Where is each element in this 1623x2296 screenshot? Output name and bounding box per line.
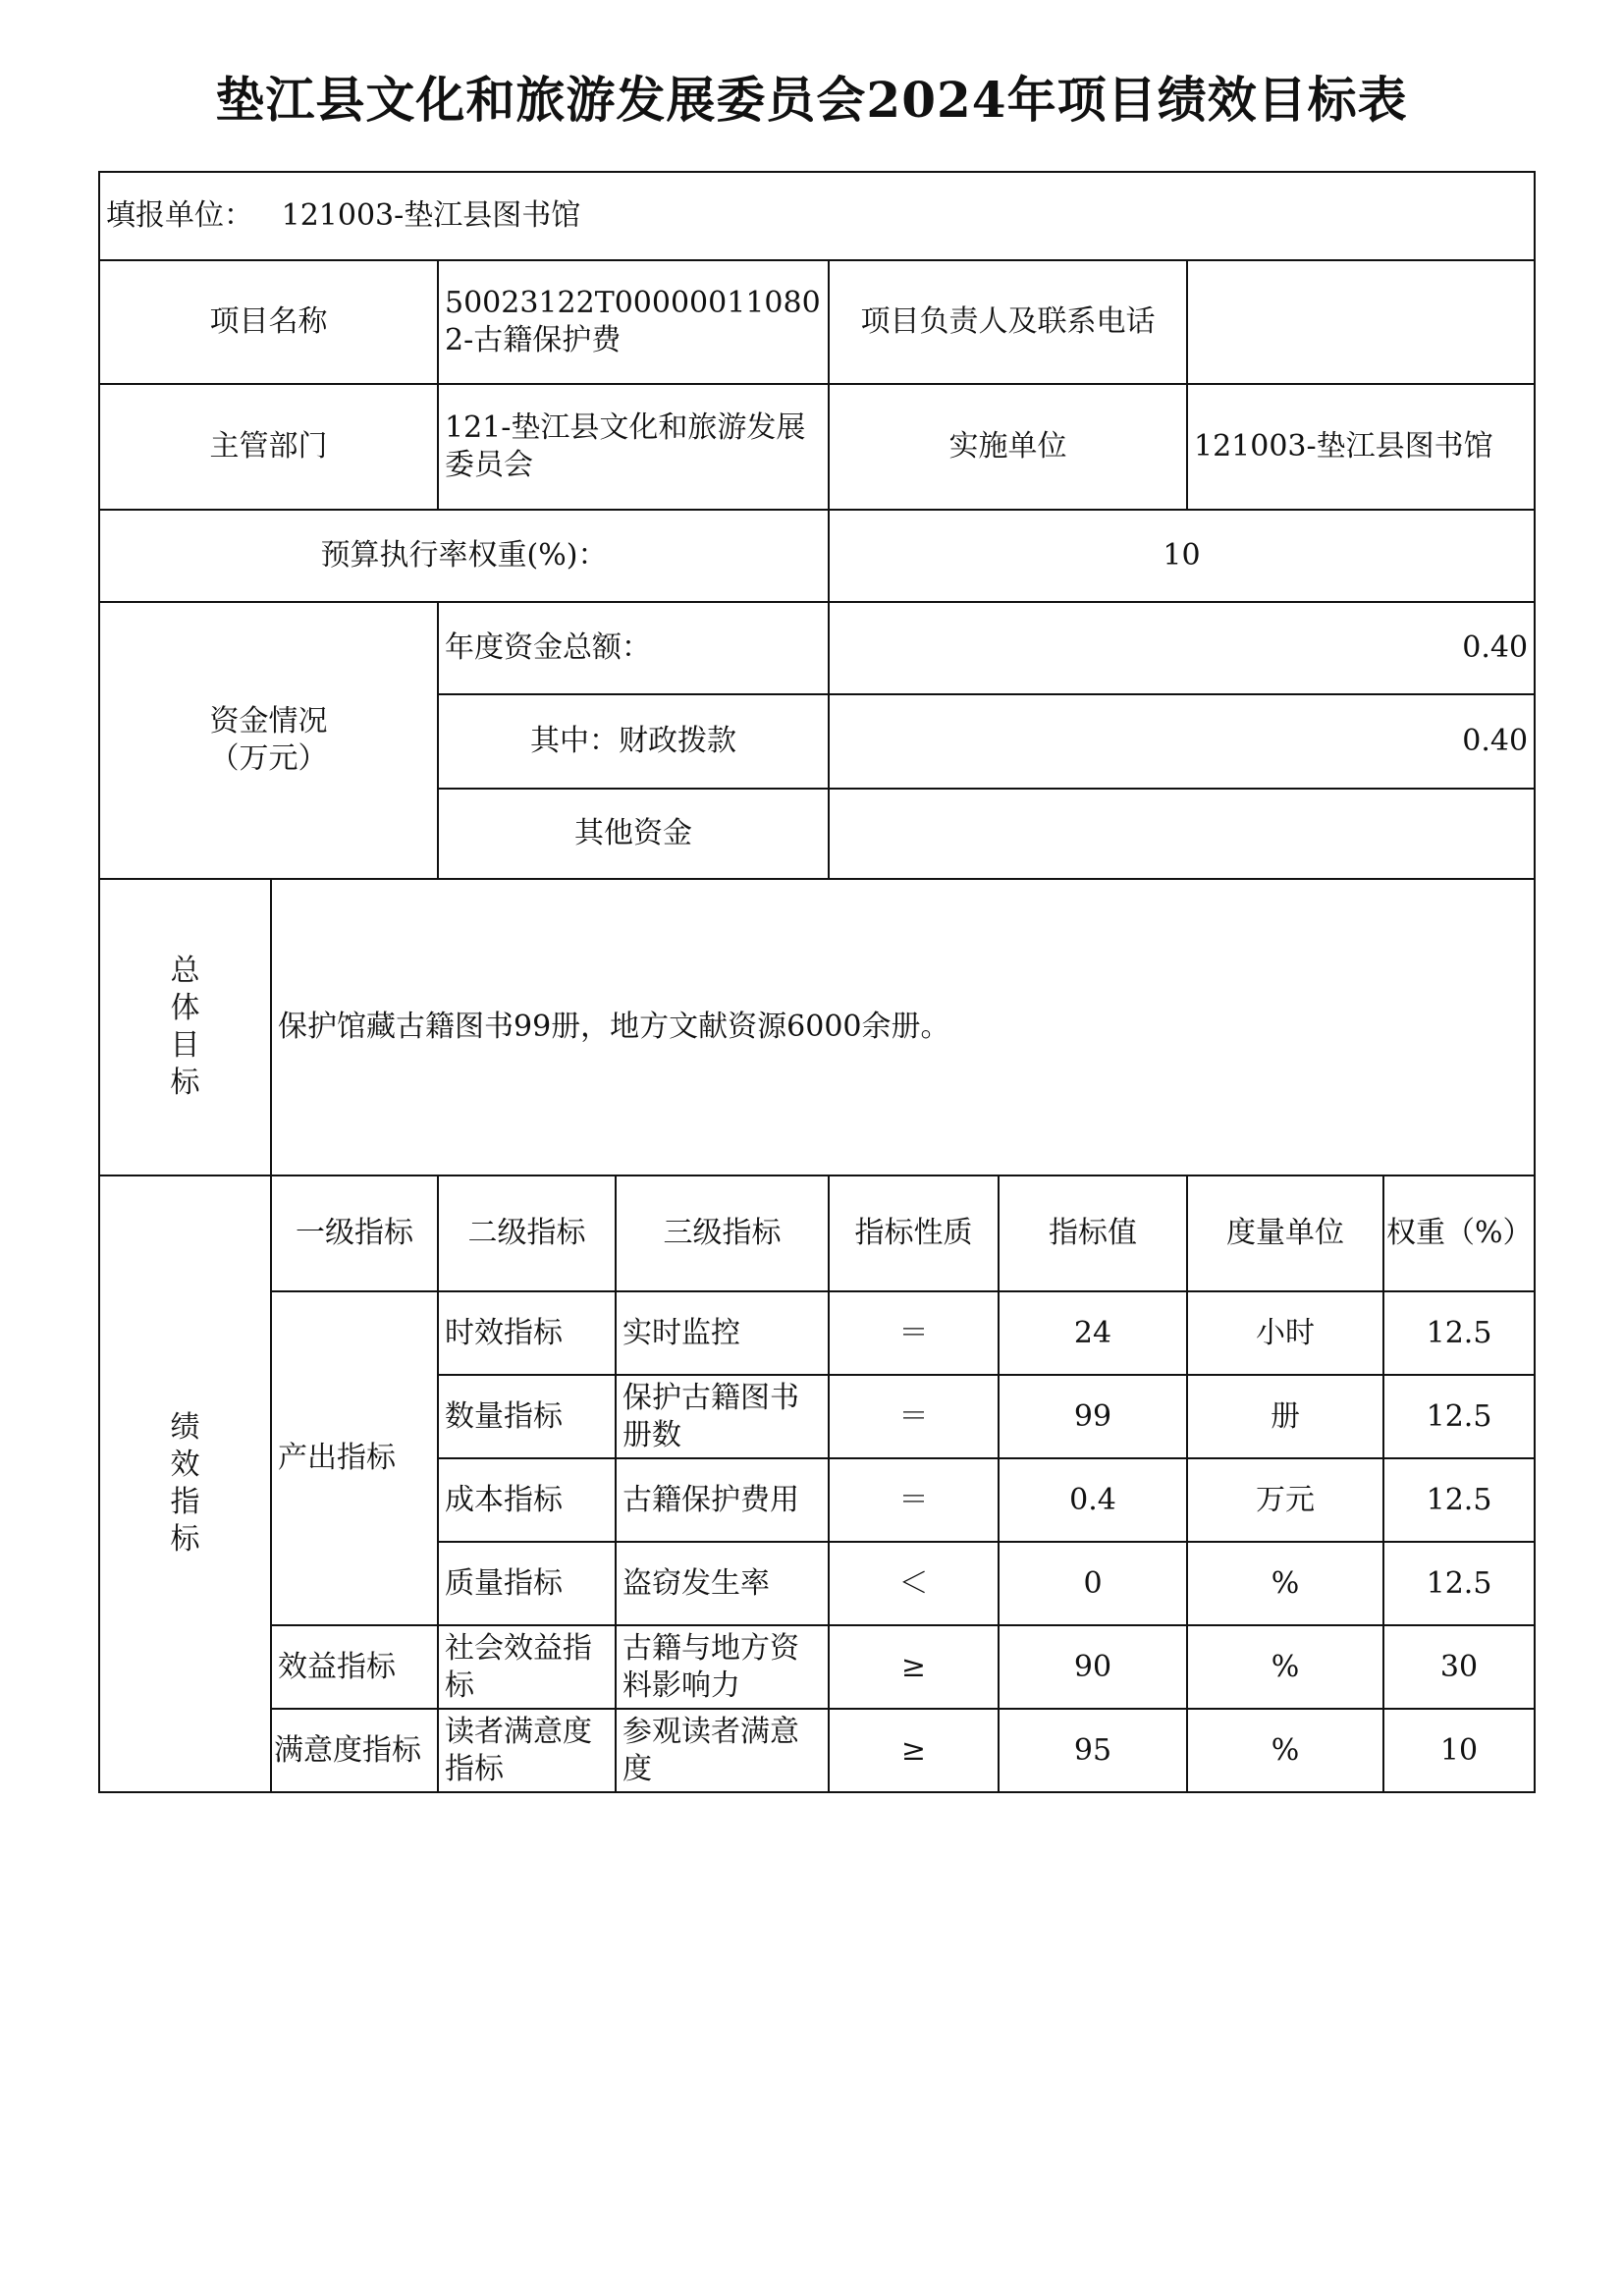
document-title: 垫江县文化和旅游发展委员会2024年项目绩效目标表 [215, 71, 1408, 129]
table-row [99, 1625, 1535, 1709]
unit-cell: % [1187, 1709, 1383, 1792]
weight-cell: 12.5 [1383, 1291, 1535, 1375]
header-level2: 二级指标 [438, 1175, 616, 1291]
overall-goal-text: 保护馆藏古籍图书99册，地方文献资源6000余册。 [271, 879, 1535, 1175]
nature-cell: ＜ [829, 1542, 999, 1625]
project-name-value: 50023122T000000110802-古籍保护费 [438, 260, 829, 384]
goal-label-char: 体 [170, 991, 200, 1025]
funds-total-row [99, 602, 1535, 694]
other-funds-label: 其他资金 [438, 789, 829, 879]
unit-cell: 册 [1187, 1375, 1383, 1458]
header-level3: 三级指标 [616, 1175, 829, 1291]
header-unit: 度量单位 [1187, 1175, 1383, 1291]
level3-cell: 参观读者满意度 [616, 1709, 829, 1792]
reporting-unit-value: 121003-垫江县图书馆 [281, 198, 581, 233]
level3-cell: 盗窃发生率 [616, 1542, 829, 1625]
level1-cell: 满意度指标 [271, 1709, 438, 1792]
level1-cell: 效益指标 [271, 1625, 438, 1709]
level2-cell: 时效指标 [438, 1291, 616, 1375]
level2-cell: 数量指标 [438, 1375, 616, 1458]
unit-cell: % [1187, 1625, 1383, 1709]
perf-label-char: 效 [170, 1448, 200, 1482]
reporting-unit-row [99, 172, 1535, 260]
value-cell: 90 [999, 1625, 1187, 1709]
reporting-unit-cell [99, 172, 1535, 260]
header-weight: 权重（%） [1383, 1175, 1535, 1291]
weight-cell: 12.5 [1383, 1542, 1535, 1625]
overall-goal-label [99, 879, 271, 1175]
budget-rate-row [99, 510, 1535, 602]
funds-label-line1: 资金情况 [209, 704, 328, 738]
level2-cell: 质量指标 [438, 1542, 616, 1625]
reporting-unit-label: 填报单位： [106, 198, 253, 233]
nature-cell: ＝ [829, 1291, 999, 1375]
fiscal-label: 其中：财政拨款 [438, 694, 829, 789]
performance-target-table [98, 171, 1536, 1793]
project-name-row [99, 260, 1535, 384]
funds-section-label [99, 602, 438, 879]
goal-label-char: 目 [170, 1028, 200, 1063]
level1-cell: 产出指标 [271, 1291, 438, 1625]
performance-label [99, 1175, 271, 1792]
header-nature: 指标性质 [829, 1175, 999, 1291]
department-value: 121-垫江县文化和旅游发展委员会 [438, 384, 829, 510]
goal-label-char: 标 [170, 1066, 200, 1100]
weight-cell: 12.5 [1383, 1375, 1535, 1458]
budget-rate-label: 预算执行率权重(%)： [99, 510, 829, 602]
header-level1: 一级指标 [271, 1175, 438, 1291]
level3-cell: 保护古籍图书册数 [616, 1375, 829, 1458]
unit-cell: 万元 [1187, 1458, 1383, 1542]
nature-cell: ≥ [829, 1625, 999, 1709]
value-cell: 0 [999, 1542, 1187, 1625]
unit-cell: 小时 [1187, 1291, 1383, 1375]
weight-cell: 30 [1383, 1625, 1535, 1709]
value-cell: 24 [999, 1291, 1187, 1375]
value-cell: 95 [999, 1709, 1187, 1792]
funds-label-line2: （万元） [209, 741, 328, 776]
goal-label-char: 总 [170, 954, 200, 988]
fiscal-value: 0.40 [829, 694, 1535, 789]
perf-label-char: 指 [170, 1485, 200, 1519]
table-row [99, 1291, 1535, 1375]
level3-cell: 古籍保护费用 [616, 1458, 829, 1542]
level2-cell: 读者满意度指标 [438, 1709, 616, 1792]
level3-cell: 古籍与地方资料影响力 [616, 1625, 829, 1709]
annual-total-label: 年度资金总额： [438, 602, 829, 694]
unit-cell: % [1187, 1542, 1383, 1625]
annual-total-value: 0.40 [829, 602, 1535, 694]
table-row [99, 1709, 1535, 1792]
weight-cell: 10 [1383, 1709, 1535, 1792]
value-cell: 99 [999, 1375, 1187, 1458]
weight-cell: 12.5 [1383, 1458, 1535, 1542]
implementing-unit-label: 实施单位 [829, 384, 1187, 510]
level3-cell: 实时监控 [616, 1291, 829, 1375]
nature-cell: ＝ [829, 1375, 999, 1458]
level2-cell: 成本指标 [438, 1458, 616, 1542]
overall-goal-row [99, 879, 1535, 1175]
nature-cell: ≥ [829, 1709, 999, 1792]
nature-cell: ＝ [829, 1458, 999, 1542]
implementing-unit-value: 121003-垫江县图书馆 [1187, 384, 1535, 510]
indicator-header-row [99, 1175, 1535, 1291]
header-value: 指标值 [999, 1175, 1187, 1291]
project-contact-label: 项目负责人及联系电话 [829, 260, 1187, 384]
project-name-label: 项目名称 [99, 260, 438, 384]
perf-label-char: 绩 [170, 1410, 200, 1445]
project-contact-value [1187, 260, 1535, 384]
department-label: 主管部门 [99, 384, 438, 510]
budget-rate-value: 10 [829, 510, 1535, 602]
value-cell: 0.4 [999, 1458, 1187, 1542]
department-row [99, 384, 1535, 510]
level2-cell: 社会效益指标 [438, 1625, 616, 1709]
perf-label-char: 标 [170, 1522, 200, 1557]
other-funds-value [829, 789, 1535, 879]
